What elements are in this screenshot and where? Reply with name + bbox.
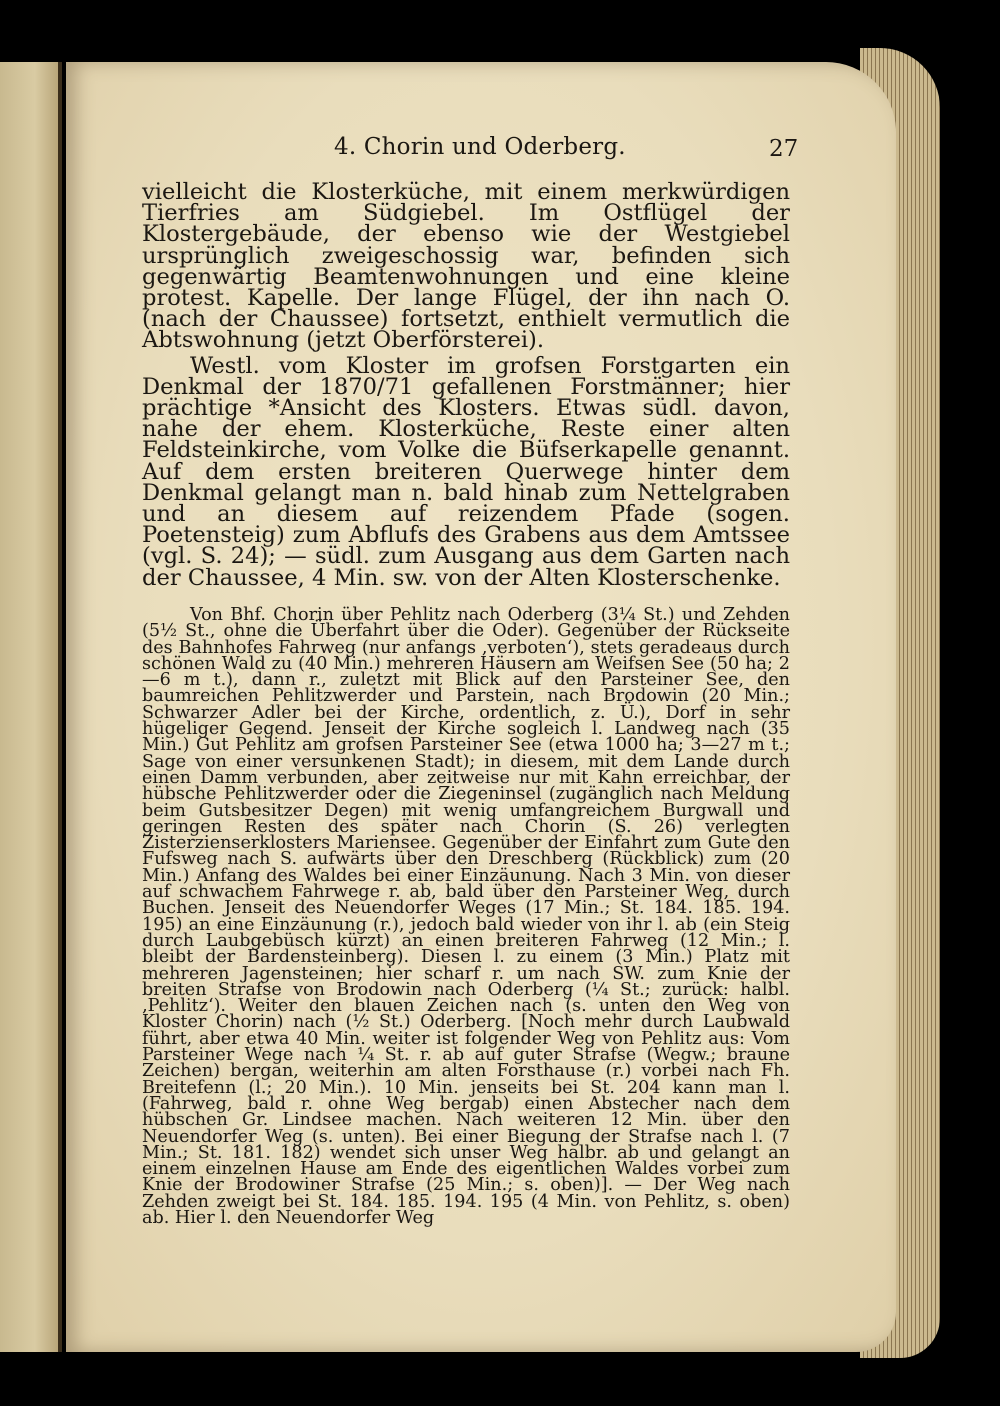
page-number: 27: [769, 136, 799, 162]
book-page: [66, 62, 896, 1352]
running-title: 4. Chorin und Oderberg.: [334, 134, 626, 160]
body-text: [142, 179, 790, 591]
small-print-text: [142, 607, 790, 1226]
paragraph-3: Von Bhf. Chorin über Pehlitz nach Oderberg (3¼ St.) und Zehden (5½ St., ohne die Überfahrt über die Oder). Gegenüber der Rückseite des Bahnhofes Fahrweg (nur anfangs ‚verboten‘), stets geradeaus durch schönen Wald zu (40 Min.) mehreren Häusern am Weifsen See (50 ha; 2—6 m t.), dann r., zuletzt mit Blick auf den Parsteiner See, den baumreichen Pehlitzwerder und Parstein, nach Brodowin (20 Min.; Schwarzer Adler bei der Kirche, ordentlich, z. Ü.), Dorf in sehr hügeliger Gegend. Jenseit der Kirche sogleich l. Landweg nach (35 Min.) Gut Pehlitz am grofsen Parsteiner See (etwa 1000 ha; 3—27 m t.; Sage von einer versunkenen Stadt); in diesem, mit dem Lande durch einen Damm verbunden, aber zeitweise nur mit Kahn erreichbar, der hübsche Pehlitzwerder oder die Ziegeninsel (zugänglich nach Meldung beim Gutsbesitzer Degen) mit wenig umfangreichem Burgwall und geringen Resten des später nach Chorin (S. 26) verlegten Zisterzienserklosters Mariensee. Gegenüber der Einfahrt zum Gute den Fufsweg nach S. aufwärts über den Dreschberg (Rückblick) zum (20 Min.) Anfang des Waldes bei einer Einzäunung. Nach 3 Min. von dieser auf schwachem Fahrwege r. ab, bald über den Parsteiner Weg, durch Buchen. Jenseit des Neuendorfer Weges (17 Min.; St. 184. 185. 194. 195) an eine Einzäunung (r.), jedoch bald wieder von ihr l. ab (ein Steig durch Laubgebüsch kürzt) an einen breiteren Fahrweg (12 Min.; l. bleibt der Bardensteinberg). Diesen l. zu einem (3 Min.) Platz mit mehreren Jagensteinen; hier scharf r. um nach SW. zum Knie der breiten Strafse von Brodowin nach Oderberg (¼ St.; zurück: halbl. ‚Pehlitz‘). Weiter den blauen Zeichen nach (s. unten den Weg von Kloster Chorin) nach (½ St.) Oderberg. [Noch mehr durch Laubwald führt, aber etwa 40 Min. weiter ist folgender Weg von Pehlitz aus: Vom Parsteiner Wege nach ¼ St. r. ab auf guter Strafse (Wegw.; braune Zeichen) bergan, weiterhin am alten Forsthause (r.) vorbei nach Fh. Breitefenn (l.; 20 Min.). 10 Min. jenseits bei St. 204 kann man l. (Fahrweg, bald r. ohne Weg bergab) einen Abstecher nach dem hübschen Gr. Lindsee machen. Nach weiteren 12 Min. über den Neuendorfer Weg (s. unten). Bei einer Biegung der Strafse nach l. (7 Min.; St. 181. 182) wendet sich unser Weg halbr. ab und gelangt an einem einzelnen Hause am Ende des eigentlichen Waldes vorbei zum Knie der Brodowiner Strafse (25 Min.; s. oben)]. — Der Weg nach Zehden zweigt bei St. 184. 185. 194. 195 (4 Min. von Pehlitz, s. oben) ab. Hier l. den Neuendorfer Weg: [142, 605, 790, 1228]
paragraph-2: Westl. vom Kloster im grofsen Forstgarten ein Denkmal der 1870/71 gefallenen Forstmänner; hier prächtige *Ansicht des Klosters. Etwas südl. davon, nahe der ehem. Klosterküche, Reste einer alten Feldsteinkirche, vom Volke die Büfserkapelle genannt. Auf dem ersten breiteren Querwege hinter dem Denkmal gelangt man n. bald hinab zum Nettelgraben und an diesem auf reizendem Pfade (sogen. Poetensteig) zum Abflufs des Grabens aus dem Amtssee (vgl. S. 24); — südl. zum Ausgang aus dem Garten nach der Chaussee, 4 Min. sw. von der Alten Klosterschenke.: [142, 352, 790, 591]
left-page-edge: [0, 62, 62, 1352]
running-head: [66, 134, 896, 164]
paragraph-1: vielleicht die Klosterküche, mit einem merkwürdigen Tierfries am Südgiebel. Im Ostflügel der Klostergebäude, der ebenso wie der Westgiebel ursprünglich zweigeschossig war, befinden sich gegenwärtig Beamtenwohnungen und eine kleine protest. Kapelle. Der lange Flügel, der ihn nach O. (nach der Chaussee) fortsetzt, enthielt vermutlich die Abtswohnung (jetzt Oberförsterei).: [142, 179, 790, 354]
